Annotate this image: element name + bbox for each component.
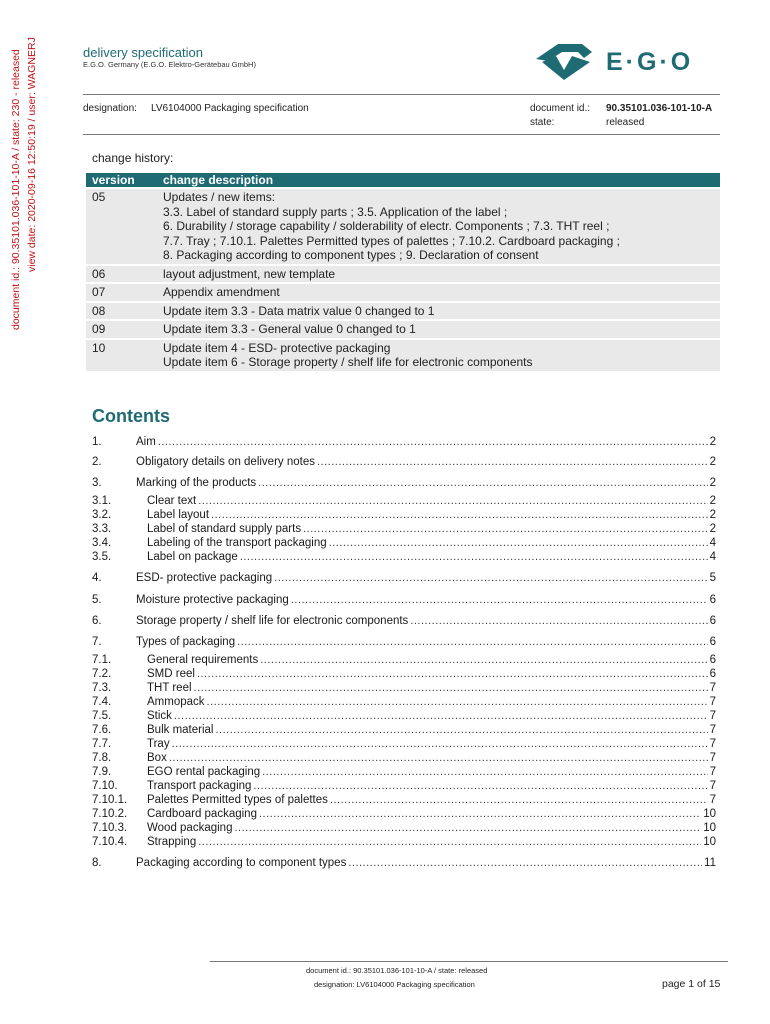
toc-dot-leader	[262, 766, 707, 778]
toc-entry-page: 2	[709, 523, 716, 535]
toc-entry-title: Label of standard supply parts	[147, 523, 302, 535]
toc-entry-title: EGO rental packaging	[147, 766, 261, 778]
toc-dot-leader	[303, 523, 708, 535]
toc-entry-title: Label on package	[147, 551, 238, 563]
toc-dot-leader	[197, 668, 708, 680]
toc-entry-title: Packaging according to component types	[136, 857, 347, 869]
stamp-line-viewdate: view date: 2020-09-16 12:50:19 / user: WAGNERJ	[26, 37, 38, 272]
toc-entry[interactable]	[92, 668, 716, 682]
toc-entry-title: Transport packaging	[147, 780, 252, 792]
toc-entry-page: 6	[709, 594, 716, 606]
company-name: E.G.O. Germany (E.G.O. Elektro-Gerätebau GmbH)	[83, 60, 256, 69]
toc-entry[interactable]	[92, 615, 716, 629]
footer-rule	[210, 961, 728, 962]
toc-dot-leader	[274, 572, 707, 584]
change-version: 10	[86, 340, 157, 371]
toc-entry-number: 3.4.	[92, 537, 112, 549]
toc-entry-title: ESD- protective packaging	[136, 572, 273, 584]
change-version: 05	[86, 189, 157, 264]
toc-entry[interactable]	[92, 822, 716, 836]
toc-entry-page: 6	[709, 654, 716, 666]
toc-entry-title: Labeling of the transport packaging	[147, 537, 327, 549]
toc-entry-title: Cardboard packaging	[147, 808, 257, 820]
state-label: state:	[530, 117, 555, 128]
toc-entry-title: Box	[147, 752, 167, 764]
toc-entry-title: Tray	[147, 738, 170, 750]
designation-label: designation:	[83, 103, 137, 114]
toc-entry-page: 7	[709, 794, 716, 806]
toc-entry-page: 4	[709, 537, 716, 549]
toc-entry-title: Bulk material	[147, 724, 214, 736]
toc-entry-title: Storage property / shelf life for electronic components	[136, 615, 409, 627]
toc-entry-page: 7	[709, 752, 716, 764]
toc-entry-page: 2	[709, 477, 716, 489]
toc-entry-number: 7.7.	[92, 738, 112, 750]
toc-entry-number: 7.9.	[92, 766, 112, 778]
change-description-line: Updates / new items:	[163, 190, 276, 204]
toc-dot-leader	[330, 794, 708, 806]
toc-entry-number: 3.2.	[92, 509, 112, 521]
toc-entry[interactable]	[92, 572, 716, 586]
toc-entry[interactable]	[92, 738, 716, 752]
page-number: page 1 of 15	[662, 978, 721, 990]
toc-entry-number: 3.3.	[92, 523, 112, 535]
toc-entry-title: Palettes Permitted types of palettes	[147, 794, 328, 806]
toc-entry[interactable]	[92, 495, 716, 509]
change-description-line: Update item 4 - ESD- protective packaging	[163, 340, 391, 355]
toc-entry-page: 11	[704, 857, 716, 869]
toc-entry[interactable]	[92, 857, 716, 871]
toc-dot-leader	[329, 537, 708, 549]
toc-entry[interactable]	[92, 509, 716, 523]
change-version: 08	[86, 303, 157, 320]
toc-entry[interactable]	[92, 752, 716, 766]
toc-dot-leader	[348, 857, 702, 869]
toc-entry-number: 3.	[92, 477, 102, 489]
table-of-contents	[92, 0, 716, 1024]
toc-entry-number: 7.10.2.	[92, 808, 128, 820]
toc-dot-leader	[158, 436, 708, 448]
toc-dot-leader	[259, 808, 701, 820]
toc-entry-page: 2	[709, 509, 716, 521]
footer-document-id: document id.: 90.35101.036-101-10-A / state: released	[306, 966, 488, 975]
toc-entry-number: 2.	[92, 456, 102, 468]
toc-entry-number: 7.10.4.	[92, 836, 128, 848]
toc-entry[interactable]	[92, 436, 716, 450]
toc-entry[interactable]	[92, 780, 716, 794]
change-description-line: 8. Packaging according to component types ; 9. Declaration of consent	[163, 248, 539, 262]
toc-dot-leader	[260, 654, 707, 666]
toc-dot-leader	[317, 456, 708, 468]
toc-entry[interactable]	[92, 477, 716, 491]
toc-dot-leader	[291, 594, 708, 606]
toc-entry-number: 4.	[92, 572, 102, 584]
toc-entry-title: Aim	[136, 436, 156, 448]
toc-entry-page: 10	[703, 808, 716, 820]
toc-dot-leader	[258, 477, 707, 489]
toc-entry[interactable]	[92, 551, 716, 565]
toc-entry-title: Moisture protective packaging	[136, 594, 289, 606]
toc-entry-number: 7.8.	[92, 752, 112, 764]
toc-entry-title: Obligatory details on delivery notes	[136, 456, 315, 468]
change-version: 07	[86, 284, 157, 301]
toc-entry-number: 7.4.	[92, 696, 112, 708]
toc-entry-title: Strapping	[147, 836, 197, 848]
toc-entry[interactable]	[92, 523, 716, 537]
toc-entry-number: 7.2.	[92, 668, 112, 680]
contents-heading: Contents	[92, 406, 170, 426]
toc-entry-number: 7.10.1.	[92, 794, 128, 806]
toc-dot-leader	[215, 724, 707, 736]
toc-entry-number: 3.5.	[92, 551, 112, 563]
change-description-line: Update item 3.3 - General value 0 changed to 1	[163, 322, 416, 336]
toc-entry-title: Clear text	[147, 495, 197, 507]
toc-entry[interactable]	[92, 537, 716, 551]
toc-entry-page: 2	[709, 436, 716, 448]
toc-entry[interactable]	[92, 456, 716, 470]
change-description-line: Update item 3.3 - Data matrix value 0 changed to 1	[163, 303, 435, 318]
toc-entry-title: THT reel	[147, 682, 192, 694]
toc-entry-page: 6	[709, 615, 716, 627]
change-description-line: Appendix amendment	[163, 285, 280, 299]
toc-entry-number: 3.1.	[92, 495, 112, 507]
toc-entry-number: 5.	[92, 594, 102, 606]
document-stamp	[8, 30, 44, 330]
toc-entry-number: 7.5.	[92, 710, 112, 722]
toc-entry-page: 7	[709, 710, 716, 722]
toc-entry-title: General requirements	[147, 654, 259, 666]
toc-dot-leader	[234, 822, 701, 834]
toc-dot-leader	[207, 696, 708, 708]
toc-entry[interactable]	[92, 808, 716, 822]
stamp-line-docid: document id.: 90.35101.036-101-10-A / state: 230 - released	[10, 49, 22, 330]
toc-dot-leader	[194, 682, 708, 694]
toc-entry[interactable]	[92, 696, 716, 710]
document-id-value: 90.35101.036-101-10-A	[606, 103, 713, 114]
toc-entry-page: 6	[709, 636, 716, 648]
change-version: 09	[86, 321, 157, 338]
column-header-description: change description	[157, 173, 720, 187]
toc-dot-leader	[211, 509, 708, 521]
toc-entry[interactable]	[92, 682, 716, 696]
toc-entry-number: 7.10.3.	[92, 822, 128, 834]
toc-entry-title: SMD reel	[147, 668, 195, 680]
toc-entry-number: 7.6.	[92, 724, 112, 736]
toc-entry-title: Stick	[147, 710, 172, 722]
change-description-line: 7.7. Tray ; 7.10.1. Palettes Permitted types of palettes ; 7.10.2. Cardboard packaging ;	[163, 233, 620, 248]
toc-entry-page: 10	[703, 822, 716, 834]
toc-entry-page: 7	[709, 696, 716, 708]
toc-entry-page: 2	[709, 495, 716, 507]
toc-entry-title: Marking of the products	[136, 477, 257, 489]
logo-text: E·G·O	[606, 48, 694, 76]
toc-dot-leader	[174, 710, 708, 722]
toc-entry-title: Ammopack	[147, 696, 205, 708]
toc-entry-number: 7.3.	[92, 682, 112, 694]
toc-entry[interactable]	[92, 724, 716, 738]
toc-entry-page: 6	[709, 668, 716, 680]
toc-dot-leader	[253, 780, 707, 792]
change-description-line: Update item 6 - Storage property / shelf life for electronic components	[163, 355, 533, 369]
toc-dot-leader	[198, 836, 701, 848]
toc-entry[interactable]	[92, 710, 716, 724]
toc-entry-page: 7	[709, 682, 716, 694]
toc-entry-title: Types of packaging	[136, 636, 236, 648]
toc-dot-leader	[410, 615, 707, 627]
toc-entry-page: 7	[709, 738, 716, 750]
toc-dot-leader	[198, 495, 707, 507]
toc-entry[interactable]	[92, 654, 716, 668]
toc-dot-leader	[172, 738, 708, 750]
toc-entry-number: 7.10.	[92, 780, 118, 792]
toc-entry-title: Label layout	[147, 509, 210, 521]
toc-entry-number: 7.	[92, 636, 102, 648]
toc-entry-number: 6.	[92, 615, 102, 627]
toc-dot-leader	[237, 636, 708, 648]
toc-entry-number: 7.1.	[92, 654, 112, 666]
toc-dot-leader	[169, 752, 708, 764]
toc-entry-number: 8.	[92, 857, 102, 869]
state-value: released	[606, 117, 645, 128]
toc-entry-page: 7	[709, 766, 716, 778]
toc-entry[interactable]	[92, 594, 716, 608]
change-description-line: 6. Durability / storage capability / solderability of electr. Components ; 7.3. THT reel ;	[163, 219, 610, 233]
toc-entry-title: Wood packaging	[147, 822, 233, 834]
toc-entry-page: 5	[709, 572, 716, 584]
toc-entry[interactable]	[92, 636, 716, 650]
toc-entry-page: 2	[709, 456, 716, 468]
toc-dot-leader	[240, 551, 708, 563]
toc-entry-page: 4	[709, 551, 716, 563]
toc-entry-page: 7	[709, 780, 716, 792]
document-id-label: document id.:	[530, 103, 591, 114]
footer-designation: designation: LV6104000 Packaging specification	[314, 980, 475, 989]
change-version: 06	[86, 266, 157, 283]
toc-entry[interactable]	[92, 794, 716, 808]
toc-entry-page: 10	[703, 836, 716, 848]
toc-entry[interactable]	[92, 836, 716, 850]
toc-entry[interactable]	[92, 766, 716, 780]
column-header-version: version	[86, 173, 157, 187]
change-history-label: change history:	[92, 151, 174, 165]
document-type-title: delivery specification	[83, 45, 203, 60]
change-description-line: 3.3. Label of standard supply parts ; 3.5. Application of the label ;	[163, 204, 508, 219]
change-description-line: layout adjustment, new template	[163, 266, 336, 281]
toc-entry-page: 7	[709, 724, 716, 736]
designation-value: LV6104000 Packaging specification	[151, 103, 309, 114]
toc-entry-number: 1.	[92, 436, 102, 448]
